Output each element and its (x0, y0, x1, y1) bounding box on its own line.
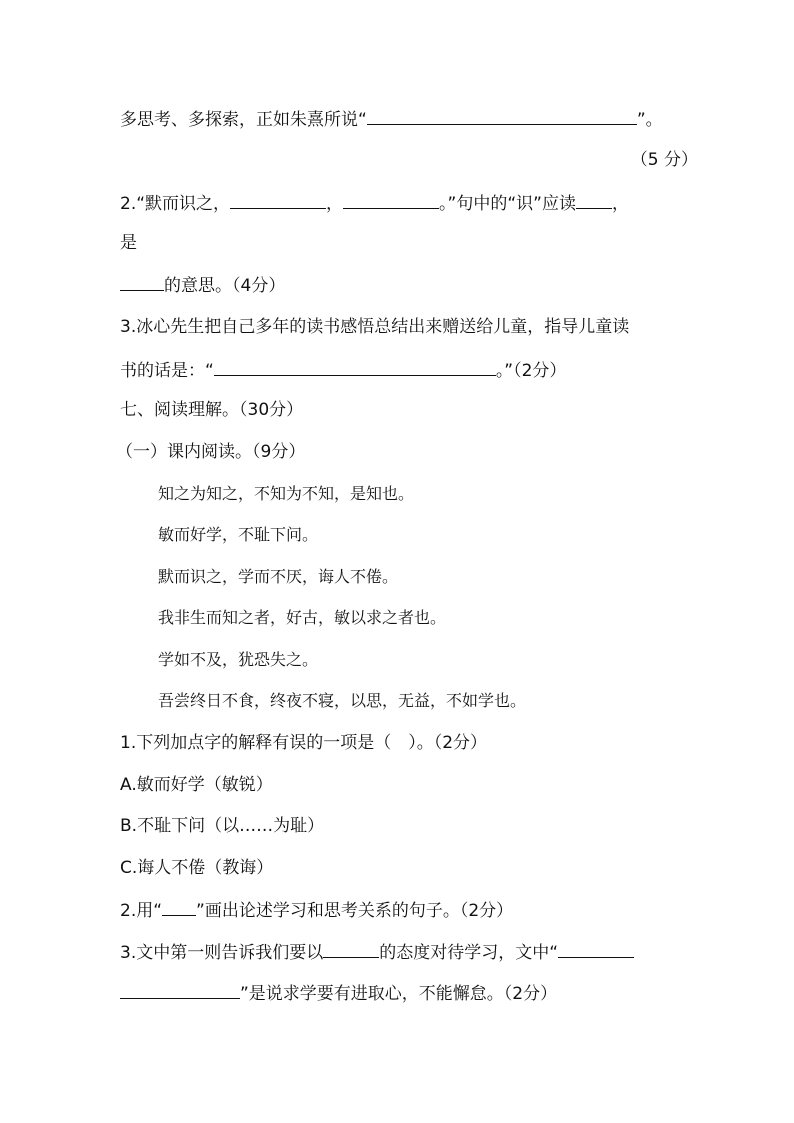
answer-blank[interactable] (214, 357, 496, 376)
q3-tail: 。”（2分） (495, 361, 567, 381)
answer-blank[interactable] (576, 190, 612, 209)
question-7-3-line2 (120, 980, 698, 1006)
q7-2-lead: 2.用“ (120, 901, 163, 921)
question-6-3-line1: 3.冰心先生把自己多年的读书感悟总结出来赠送给儿童，指导儿童读 (120, 317, 630, 337)
answer-blank[interactable] (323, 939, 379, 958)
q2-tail: ， (611, 194, 629, 214)
question-6-2 (120, 190, 698, 216)
passage-line: 我非生而知之者，好古，敏以求之者也。 (158, 608, 447, 627)
q-intro-text: 多思考、多探索，正如朱熹所说“ (120, 110, 367, 130)
question-6-2-end (120, 272, 698, 298)
question-6-2-cont: 是 (120, 233, 137, 253)
question-6-3-line2 (120, 357, 698, 383)
passage-line: 学如不及，犹恐失之。 (158, 650, 319, 669)
q2-quote-start: 默而识之， (145, 194, 231, 214)
q7-2-text: ”画出论述学习和思考关系的句子。（2分） (196, 901, 514, 921)
question-7-2 (120, 897, 698, 923)
q2-end-text: 的意思。（4分） (164, 276, 286, 296)
answer-blank[interactable] (558, 939, 634, 958)
answer-blank[interactable] (120, 272, 164, 291)
q-intro-tail: ”。 (636, 110, 663, 130)
q7-3-mid: 的态度对待学习，文中“ (379, 943, 559, 963)
option-a[interactable]: A.敏而好学（敏锐） (120, 775, 273, 795)
option-b[interactable]: B.不耻下问（以……为耻） (120, 816, 325, 836)
question-7-1: 1.下列加点字的解释有误的一项是（ ）。（2分） (120, 733, 488, 753)
subsection-1-title: （一）课内阅读。（9分） (116, 442, 306, 462)
option-c[interactable]: C.诲人不倦（教诲） (120, 858, 274, 878)
answer-blank[interactable] (162, 897, 196, 916)
q2-comma: ， (326, 194, 344, 214)
q-intro-score: （5 分） (630, 150, 698, 170)
q7-3-lead: 3.文中第一则告诉我们要以 (120, 943, 324, 963)
passage-line: 敏而好学，不耻下问。 (158, 525, 319, 544)
answer-blank[interactable] (367, 106, 637, 125)
q2-lead: 2.“ (120, 194, 146, 214)
passage-line: 默而识之，学而不厌，诲人不倦。 (158, 567, 399, 586)
passage-line: 吾尝终日不食，终夜不寝，以思，无益，不如学也。 (158, 691, 527, 710)
q-intro-line (120, 106, 698, 132)
q3-lead: 书的话是：“ (120, 361, 214, 381)
answer-blank[interactable] (120, 980, 240, 999)
q2-text: 。”句中的“识”应读 (439, 194, 576, 214)
passage-line: 知之为知之，不知为不知，是知也。 (158, 484, 415, 503)
answer-blank[interactable] (343, 190, 439, 209)
q7-3-tail: ”是说求学要有进取心，不能懈怠。（2分） (240, 984, 558, 1004)
section-7-title: 七、阅读理解。（30分） (120, 400, 304, 420)
answer-blank[interactable] (230, 190, 326, 209)
question-7-3-line1 (120, 939, 698, 965)
